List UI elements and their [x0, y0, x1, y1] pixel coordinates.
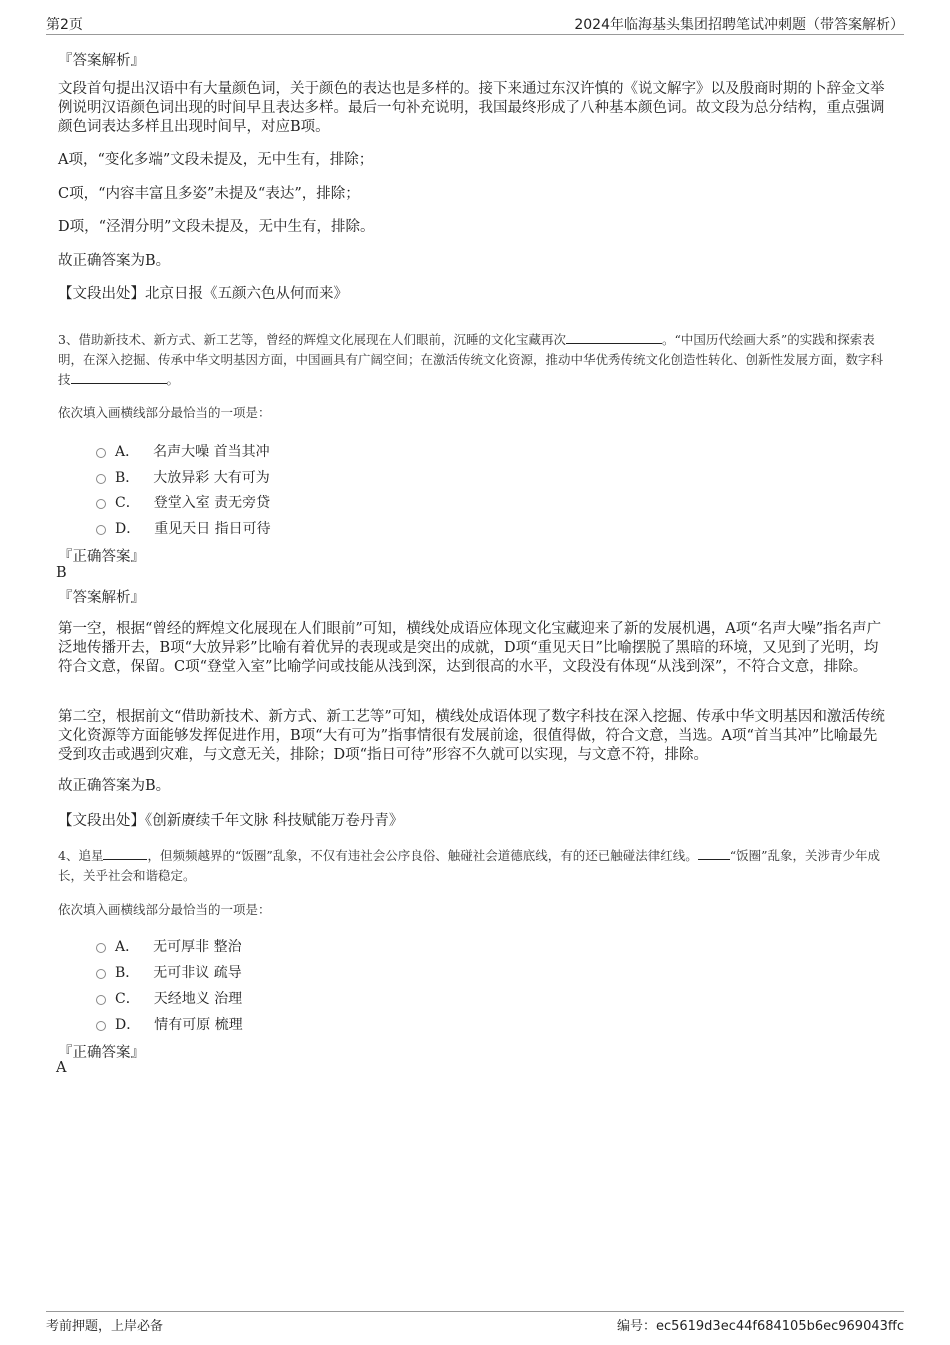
q2-analysis-option-a: A项，“变化多端”文段未提及，无中生有，排除；	[58, 152, 374, 168]
q3-stem	[58, 330, 888, 390]
document-code: 编号：ec5619d3ec44f684105b6ec969043ffc	[616, 1319, 904, 1334]
page-number: 第2页	[46, 17, 83, 33]
radio-button-icon[interactable]	[96, 499, 106, 509]
q4-option-a[interactable]: A． 无可厚非 整治	[96, 936, 242, 956]
q3-source: 【文段出处】《创新赓续千年文脉 科技赋能万卷丹青》	[58, 813, 404, 829]
q4-stem-part3: “饭圈”乱象，关涉青少年成长，关乎社会和谐稳定。	[58, 848, 881, 883]
q4-option-d[interactable]: D． 情有可原 梳理	[96, 1014, 243, 1034]
q4-option-b[interactable]: B． 无可非议 疏导	[96, 962, 242, 982]
q3-instruction: 依次填入画横线部分最恰当的一项是：	[58, 405, 271, 420]
q3-analysis-paragraph-1: 第一空，根据“曾经的辉煌文化展现在人们眼前”可知，横线处成语应体现文化宝藏迎来了新的发展机遇，A项“名声大噪”指名声广泛地传播开去，B项“大放异彩”比喻有着优异的表现或是突出的成就，D项“重见天日”比喻摆脱了黑暗的环境，又见到了光明，均符合文意，保留。C项“登堂入室”比喻学问或技能从浅到深，达到很高的水平，文段没有体现“从浅到深”，不符合文意，排除。	[58, 621, 882, 675]
page-header	[46, 14, 904, 35]
radio-button-icon[interactable]	[96, 1021, 106, 1031]
q4-option-c[interactable]: C． 天经地义 治理	[96, 988, 242, 1008]
q3-conclusion: 故正确答案为B。	[58, 778, 171, 794]
q3-analysis-paragraph-2: 第二空，根据前文“借助新技术、新方式、新工艺等”可知，横线处成语体现了数字科技在深入挖掘、传承中华文明基因和激活传统文化资源等方面能够发挥促进作用，B项“大有可为”指事情很有发展前途，很值得做，符合文意，当选。A项“首当其冲”比喻最先受到攻击或遇到灾难，与文意无关，排除；D项“指日可待”形容不久就可以实现，与文意不符，排除。	[58, 709, 885, 763]
q2-analysis-tag: 『答案解析』	[58, 53, 145, 69]
q3-stem-part2: 。“中国历代绘画大系”的实践和探索表明，在深入挖掘、传承中华文明基因方面，中国画具有广阔空间；在激活传统文化资源，推动中华优秀传统文化创造性转化、创新性发展方面，数字科技	[58, 332, 884, 387]
q3-blank-2	[71, 372, 167, 384]
q3-answer: B	[56, 565, 67, 581]
q2-conclusion: 故正确答案为B。	[58, 253, 171, 269]
q3-blank-1	[566, 332, 662, 344]
radio-button-icon[interactable]	[96, 969, 106, 979]
q3-option-d[interactable]: D． 重见天日 指日可待	[96, 518, 271, 538]
q3-analysis-tag: 『答案解析』	[58, 590, 145, 606]
q3-option-b[interactable]: B． 大放异彩 大有可为	[96, 467, 270, 487]
q3-option-c[interactable]: C． 登堂入室 责无旁贷	[96, 492, 270, 512]
q3-stem-part1: 3、借助新技术、新方式、新工艺等，曾经的辉煌文化展现在人们眼前，沉睡的文化宝藏再次	[58, 332, 566, 347]
q2-source: 【文段出处】北京日报《五颜六色从何而来》	[58, 286, 348, 302]
q3-stem-part3: 。	[166, 372, 180, 387]
q4-stem	[58, 846, 888, 886]
page-footer	[46, 1311, 904, 1334]
q4-blank-2	[698, 848, 730, 860]
q4-answer-tag: 『正确答案』	[58, 1045, 145, 1061]
q3-option-a[interactable]: A． 名声大噪 首当其冲	[96, 441, 270, 461]
q4-stem-part1: 4、追星	[58, 848, 104, 863]
q2-analysis-option-d: D项，“泾渭分明”文段未提及，无中生有，排除。	[58, 219, 375, 235]
q3-answer-tag: 『正确答案』	[58, 549, 145, 565]
footer-slogan: 考前押题，上岸必备	[46, 1319, 164, 1334]
q2-analysis-option-c: C项，“内容丰富且多姿”未提及“表达”，排除；	[58, 186, 360, 202]
radio-button-icon[interactable]	[96, 525, 106, 535]
q4-answer: A	[56, 1060, 67, 1076]
radio-button-icon[interactable]	[96, 943, 106, 953]
radio-button-icon[interactable]	[96, 448, 106, 458]
document-title: 2024年临海基头集团招聘笔试冲刺题（带答案解析）	[574, 17, 904, 33]
q4-instruction: 依次填入画横线部分最恰当的一项是：	[58, 902, 271, 917]
q4-blank-1	[103, 848, 147, 860]
radio-button-icon[interactable]	[96, 474, 106, 484]
q4-stem-part2: ，但频频越界的“饭圈”乱象，不仅有违社会公序良俗、触碰社会道德底线，有的还已触碰法律红线。	[147, 848, 698, 863]
q2-analysis-paragraph: 文段首句提出汉语中有大量颜色词，关于颜色的表达也是多样的。接下来通过东汉许慎的《说文解字》以及殷商时期的卜辞金文举例说明汉语颜色词出现的时间早且表达多样。最后一句补充说明，我国最终形成了八种基本颜色词。故文段为总分结构，重点强调颜色词表达多样且出现时间早，对应B项。	[58, 81, 885, 135]
radio-button-icon[interactable]	[96, 995, 106, 1005]
